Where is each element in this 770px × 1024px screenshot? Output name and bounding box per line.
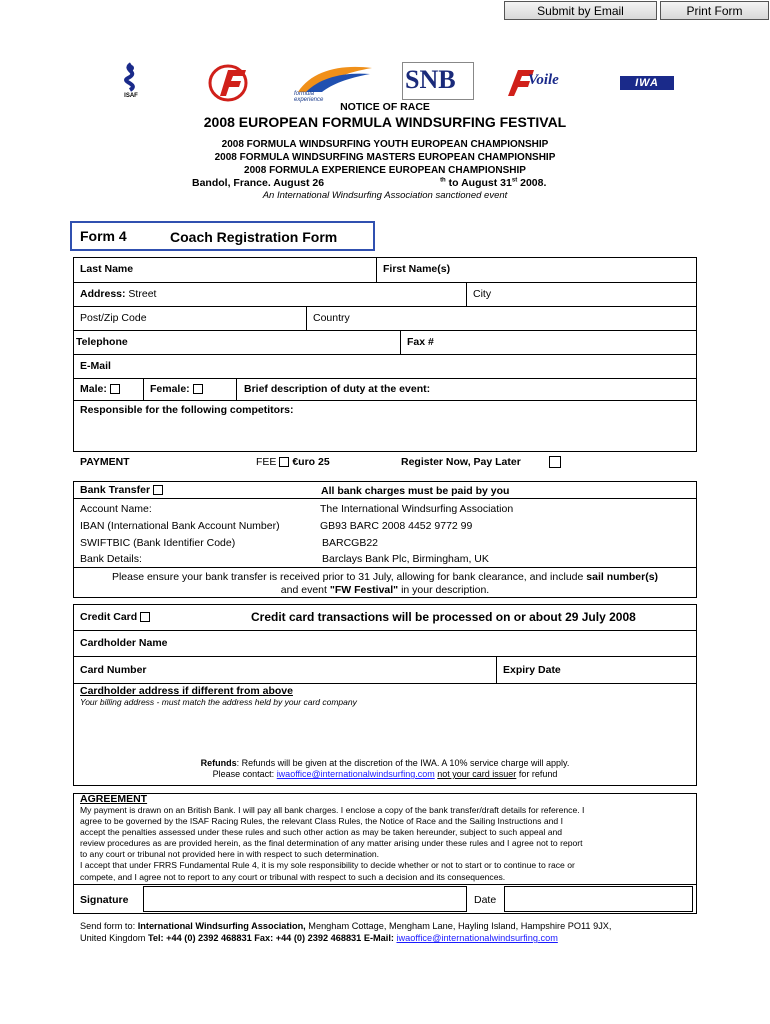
account-name-label: Account Name: — [80, 503, 152, 515]
credit-card-checkbox[interactable] — [140, 612, 150, 622]
formula-experience-logo: formula experience — [292, 64, 376, 104]
championship-line-2: 2008 FORMULA WINDSURFING MASTERS EUROPEAN CHAMPIONSHIP — [214, 152, 556, 163]
email-label: E-Mail — [80, 360, 111, 372]
signature-label: Signature — [80, 894, 129, 906]
fee-label: FEE €uro 25 — [256, 456, 330, 468]
bank-details-value: Barclays Bank Plc, Birmingham, UK — [322, 553, 489, 565]
billing-address-note: Your billing address - must match the address held by your card company — [80, 697, 357, 707]
card-processing-note: Credit card transactions will be processed on or about 29 July 2008 — [251, 610, 636, 624]
cardholder-name-label: Cardholder Name — [80, 637, 168, 649]
iban-value: GB93 BARC 2008 4452 9772 99 — [320, 520, 473, 532]
fax-label: Fax # — [407, 336, 434, 348]
card-number-field[interactable] — [160, 658, 490, 681]
address-street-label: Address: Street — [80, 288, 157, 300]
telephone-field[interactable] — [145, 332, 395, 353]
fee-checkbox[interactable] — [279, 457, 289, 467]
cardholder-name-field[interactable] — [182, 632, 692, 654]
telephone-label: Telephone — [76, 336, 128, 348]
female-label: Female: — [150, 383, 203, 395]
championship-line-1: 2008 FORMULA WINDSURFING YOUTH EUROPEAN CHAMPIONSHIP — [221, 139, 549, 150]
email-field[interactable] — [125, 356, 692, 377]
bank-transfer-note-2: and event "FW Festival" in your description. — [280, 584, 490, 596]
postzip-field[interactable] — [160, 308, 300, 329]
championship-line-3: 2008 FORMULA EXPERIENCE EUROPEAN CHAMPIONSHIP — [244, 165, 526, 176]
form-title: Coach Registration Form — [170, 229, 338, 245]
submit-by-email-button[interactable]: Submit by Email — [504, 1, 657, 20]
duty-label: Brief description of duty at the event: — [244, 383, 431, 395]
duty-field[interactable] — [452, 380, 692, 398]
responsible-field[interactable] — [78, 418, 692, 450]
register-now-label: Register Now, Pay Later — [401, 456, 521, 468]
street-field[interactable] — [170, 284, 460, 305]
first-names-field[interactable] — [460, 259, 692, 280]
print-form-button[interactable]: Print Form — [660, 1, 769, 20]
fax-field[interactable] — [445, 332, 692, 353]
postzip-label: Post/Zip Code — [80, 312, 147, 324]
country-field[interactable] — [360, 308, 692, 329]
male-checkbox[interactable] — [110, 384, 120, 394]
agreement-text: My payment is drawn on an British Bank. I will pay all bank charges. I enclose a copy of the bank transfer/draft details for reference. I agree to be governed by the ISAF Racing Rules, the relevant Class Rules, the Notice of Race and the Sailing Instructions and I accept the penalties assessed under these rules and such other action as may be taken hereunder, subject to such appeal and review procedures as are provided herein, as the final determination of any matter arising under these rules and I agree not to report to any court or tribunal not provided here in with respect to such determination. I accept that under FRRS Fundamental Rule 4, it is my sole responsibility to decide whether or not to start or to continue to race or compete, and I agree not to report to any court or tribunal with respect to such a decision and its consequences. — [80, 805, 585, 882]
footer-email-link[interactable]: iwaoffice@internationalwindsurfing.com — [396, 933, 558, 943]
cardholder-address-label: Cardholder address if different from above — [80, 685, 293, 697]
bank-details-label: Bank Details: — [80, 553, 142, 565]
cardholder-address-field[interactable] — [78, 710, 692, 754]
register-now-checkbox[interactable] — [549, 456, 561, 468]
card-number-label: Card Number — [80, 664, 147, 676]
signature-field[interactable] — [143, 886, 467, 912]
expiry-date-label: Expiry Date — [503, 664, 561, 676]
payment-label: PAYMENT — [80, 456, 130, 468]
credit-card-label: Credit Card — [80, 611, 150, 623]
first-names-label: First Name(s) — [383, 263, 451, 275]
iwa-logo: IWA — [620, 76, 674, 90]
bank-transfer-checkbox[interactable] — [153, 485, 163, 495]
ffvoile-logo: Voile — [504, 66, 576, 100]
expiry-date-field[interactable] — [570, 658, 692, 681]
isaf-logo: ISAF — [114, 62, 148, 102]
swift-value: BARCGB22 — [322, 537, 379, 549]
formula-f-logo — [206, 64, 252, 102]
event-title: 2008 EUROPEAN FORMULA WINDSURFING FESTIVAL — [203, 114, 567, 130]
iban-label: IBAN (International Bank Account Number) — [80, 520, 280, 532]
city-field[interactable] — [500, 284, 692, 305]
sanction-line: An International Windsurfing Association sanctioned event — [262, 190, 508, 201]
refunds-email-link[interactable]: iwaoffice@internationalwindsurfing.com — [276, 769, 435, 779]
responsible-label: Responsible for the following competitors: — [80, 404, 294, 416]
male-label: Male: — [80, 383, 120, 395]
city-label: City — [473, 288, 492, 300]
bank-transfer-label: Bank Transfer — [80, 484, 163, 496]
date-label: Date — [474, 894, 497, 906]
account-name-value: The International Windsurfing Association — [320, 503, 514, 515]
date-field[interactable] — [504, 886, 693, 912]
country-label: Country — [313, 312, 350, 324]
swift-label: SWIFTBIC (Bank Identifier Code) — [80, 537, 236, 549]
notice-of-race: NOTICE OF RACE — [340, 101, 430, 113]
form-number: Form 4 — [80, 228, 127, 244]
female-checkbox[interactable] — [193, 384, 203, 394]
bank-transfer-note: Please ensure your bank transfer is received prior to 31 July, allowing for bank clearance, and include sail number(s) — [111, 571, 659, 583]
refunds-contact: Please contact: iwaoffice@internationalwindsurfing.com not your card issuer for refund — [212, 769, 558, 779]
event-dates: Bandol, France. August 26 $^{th}$ to August 31st 2008. — [192, 177, 547, 189]
last-name-label: Last Name — [80, 263, 134, 275]
refunds-note: Refunds: Refunds will be given at the discretion of the IWA. A 10% service charge will apply. — [200, 758, 570, 768]
send-form-to: Send form to: International Windsurfing Association, Mengham Cottage, Mengham Lane, Hayling Island, Hampshire PO11 9JX, — [80, 921, 612, 931]
bank-charges-note: All bank charges must be paid by you — [321, 485, 510, 497]
form-title-box — [70, 221, 375, 251]
agreement-title: AGREEMENT — [80, 793, 148, 805]
snb-logo: SNB — [402, 62, 474, 100]
last-name-field[interactable] — [150, 259, 370, 280]
contact-details: United Kingdom Tel: +44 (0) 2392 468831 Fax: +44 (0) 2392 468831 E-Mail: iwaoffice@internationalwindsurfing.com — [80, 933, 558, 943]
